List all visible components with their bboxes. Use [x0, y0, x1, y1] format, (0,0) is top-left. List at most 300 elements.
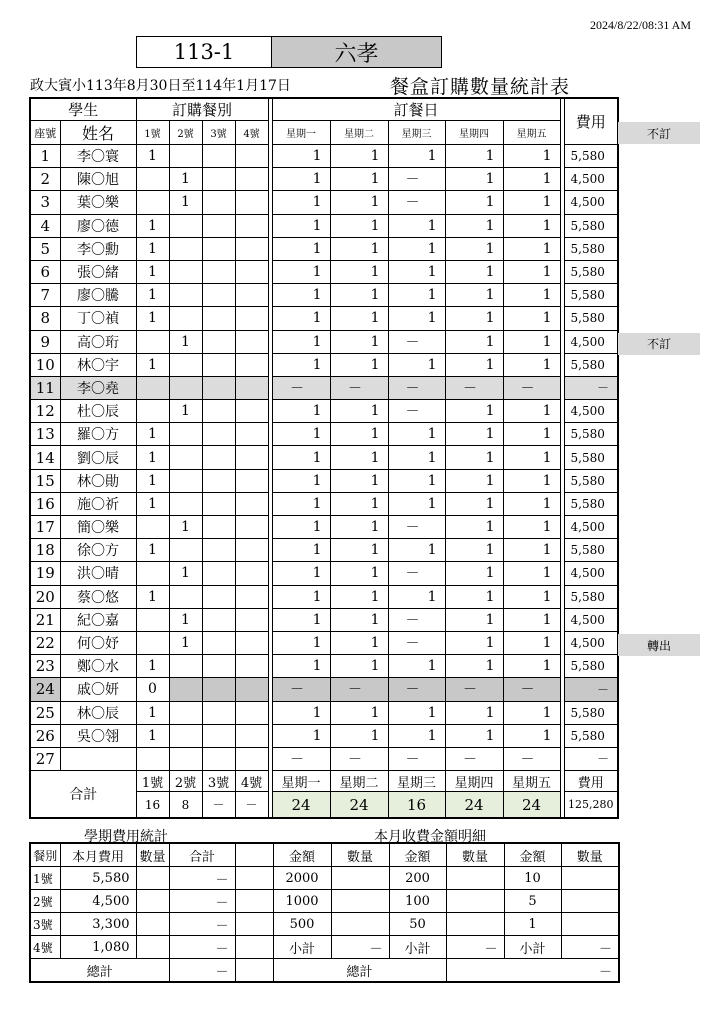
- day-5-order: 1: [503, 585, 560, 608]
- fee-amount: 5,580: [564, 214, 618, 237]
- bottom-summary-table: [29, 842, 620, 983]
- money-amount: 100: [389, 890, 446, 913]
- student-name: 羅〇方: [60, 423, 136, 446]
- money-qty-header-3: 數量: [561, 843, 619, 867]
- semester-grand-label: 總計: [30, 959, 169, 983]
- day-3-order: －: [388, 678, 445, 701]
- table-row: [30, 214, 618, 237]
- fee-amount: －: [564, 747, 618, 770]
- fee-amount: 5,580: [564, 284, 618, 307]
- type-1-count: 1: [136, 539, 169, 562]
- total-type-4: －: [235, 792, 268, 819]
- day-2-order: 1: [330, 260, 388, 283]
- day-3-order: 1: [388, 214, 445, 237]
- type-3-count: [202, 562, 235, 585]
- day-3-order: －: [388, 608, 445, 631]
- day-3-order: －: [388, 330, 445, 353]
- fee-amount: 5,580: [564, 260, 618, 283]
- day-2-order: 1: [330, 284, 388, 307]
- day-3-order: 1: [388, 446, 445, 469]
- type-1-count: 1: [136, 260, 169, 283]
- type-1-count: 1: [136, 145, 169, 168]
- type-3-count: [202, 631, 235, 654]
- fee-amount: －: [564, 376, 618, 399]
- seat-number: 23: [30, 655, 60, 678]
- day-1-order: 1: [272, 260, 330, 283]
- type-1-count: [136, 168, 169, 191]
- seat-number: 21: [30, 608, 60, 631]
- type-4-count: [235, 678, 268, 701]
- money-qty: [446, 867, 504, 890]
- type-3-count: [202, 724, 235, 747]
- type-4-count: [235, 469, 268, 492]
- type-3-count: [202, 539, 235, 562]
- type-2-count: [169, 214, 202, 237]
- type-2-count: [169, 492, 202, 515]
- day-4-order: 1: [445, 191, 503, 214]
- type-1-header: 1號: [136, 121, 169, 145]
- money-detail-title: 本月收費金額明細: [374, 829, 486, 845]
- table-row: [30, 747, 618, 770]
- type-4-count: [235, 307, 268, 330]
- type-3-count: [202, 214, 235, 237]
- day-1-order: 1: [272, 423, 330, 446]
- day-5-order: 1: [503, 330, 560, 353]
- seat-header: 座號: [30, 121, 60, 145]
- type-4-count: [235, 423, 268, 446]
- spacer-cell: [235, 936, 273, 959]
- day-4-order: 1: [445, 608, 503, 631]
- semester-total: －: [169, 936, 235, 959]
- money-amount: 500: [273, 913, 331, 936]
- semester-fee: 5,580: [60, 867, 136, 890]
- type-2-count: [169, 423, 202, 446]
- type-2-count: [169, 307, 202, 330]
- day-5-order: 1: [503, 701, 560, 724]
- day-3-order: 1: [388, 539, 445, 562]
- day-4-order: 1: [445, 330, 503, 353]
- total-fee-label: 費用: [564, 771, 618, 792]
- day-4-order: 1: [445, 237, 503, 260]
- day-2-order: －: [330, 376, 388, 399]
- type-2-count: 1: [169, 191, 202, 214]
- day-3-order: 1: [388, 423, 445, 446]
- order-type-header: 訂購餐別: [136, 98, 268, 121]
- table-row: [30, 655, 618, 678]
- type-1-count: 1: [136, 655, 169, 678]
- day-fri-header: 星期五: [503, 121, 560, 145]
- total-type-1: 16: [136, 792, 169, 819]
- day-5-order: 1: [503, 562, 560, 585]
- type-2-count: [169, 678, 202, 701]
- type-4-count: [235, 446, 268, 469]
- day-1-order: 1: [272, 585, 330, 608]
- type-3-count: [202, 423, 235, 446]
- money-qty-header-1: 數量: [331, 843, 389, 867]
- day-5-order: 1: [503, 492, 560, 515]
- table-row: [30, 701, 618, 724]
- type-4-count: [235, 655, 268, 678]
- table-row: [30, 469, 618, 492]
- type-3-count: [202, 307, 235, 330]
- fee-amount: 4,500: [564, 608, 618, 631]
- day-1-order: 1: [272, 284, 330, 307]
- fee-amount: 4,500: [564, 400, 618, 423]
- type-4-count: [235, 492, 268, 515]
- type-2-count: [169, 585, 202, 608]
- spacer-cell: [235, 890, 273, 913]
- day-5-order: 1: [503, 516, 560, 539]
- student-name: [60, 747, 136, 770]
- table-row: [30, 376, 618, 399]
- day-4-order: 1: [445, 655, 503, 678]
- seat-number: 15: [30, 469, 60, 492]
- type-1-count: [136, 191, 169, 214]
- seat-number: 19: [30, 562, 60, 585]
- day-2-order: 1: [330, 446, 388, 469]
- semester-qty: [136, 867, 169, 890]
- day-5-order: －: [503, 376, 560, 399]
- type-1-count: 1: [136, 724, 169, 747]
- total-tue: 24: [330, 792, 388, 819]
- summary-row: [30, 890, 619, 913]
- seat-number: 4: [30, 214, 60, 237]
- money-amount: 小計: [504, 936, 561, 959]
- fee-amount: 4,500: [564, 330, 618, 353]
- student-name: 廖〇騰: [60, 284, 136, 307]
- fee-amount: 5,580: [564, 492, 618, 515]
- total-type-3-label: 3號: [202, 771, 235, 792]
- student-name: 張〇緒: [60, 260, 136, 283]
- day-4-order: －: [445, 376, 503, 399]
- semester-qty: [136, 913, 169, 936]
- student-name: 施〇祈: [60, 492, 136, 515]
- day-4-order: 1: [445, 539, 503, 562]
- day-2-order: －: [330, 747, 388, 770]
- day-2-order: 1: [330, 307, 388, 330]
- total-type-2-label: 2號: [169, 771, 202, 792]
- money-qty: [561, 867, 619, 890]
- day-4-order: 1: [445, 631, 503, 654]
- type-3-count: [202, 585, 235, 608]
- day-3-order: －: [388, 400, 445, 423]
- grand-total-row: [30, 959, 619, 983]
- day-2-order: －: [330, 678, 388, 701]
- student-name: 鄭〇水: [60, 655, 136, 678]
- fee-amount: 5,580: [564, 446, 618, 469]
- money-qty: [561, 913, 619, 936]
- day-1-order: 1: [272, 492, 330, 515]
- type-1-count: 1: [136, 237, 169, 260]
- total-mon: 24: [272, 792, 330, 819]
- sheet-title: 餐盒訂購數量統計表: [390, 76, 571, 98]
- semester-qty: [136, 936, 169, 959]
- table-row: [30, 237, 618, 260]
- day-4-order: 1: [445, 260, 503, 283]
- student-name: 戚〇妍: [60, 678, 136, 701]
- seat-number: 9: [30, 330, 60, 353]
- money-amount-header-2: 金額: [389, 843, 446, 867]
- fee-amount: 4,500: [564, 516, 618, 539]
- type-2-count: [169, 446, 202, 469]
- day-2-order: 1: [330, 492, 388, 515]
- type-4-count: [235, 724, 268, 747]
- money-qty: －: [446, 936, 504, 959]
- day-5-order: 1: [503, 539, 560, 562]
- day-1-order: 1: [272, 516, 330, 539]
- seat-number: 25: [30, 701, 60, 724]
- money-qty: [331, 890, 389, 913]
- student-name: 李〇勳: [60, 237, 136, 260]
- semester-fee-header: 本月費用: [60, 843, 136, 867]
- student-name: 李〇堯: [60, 376, 136, 399]
- total-type-4-label: 4號: [235, 771, 268, 792]
- fee-amount: 5,580: [564, 423, 618, 446]
- day-1-order: 1: [272, 214, 330, 237]
- semester-total: －: [169, 890, 235, 913]
- type-1-count: [136, 608, 169, 631]
- semester-type: 1號: [30, 867, 60, 890]
- type-1-count: 1: [136, 492, 169, 515]
- total-tue-label: 星期二: [330, 771, 388, 792]
- day-2-order: 1: [330, 423, 388, 446]
- type-3-count: [202, 260, 235, 283]
- day-4-order: 1: [445, 168, 503, 191]
- seat-number: 18: [30, 539, 60, 562]
- type-4-count: [235, 145, 268, 168]
- type-2-count: [169, 237, 202, 260]
- semester-type: 2號: [30, 890, 60, 913]
- type-2-count: 1: [169, 330, 202, 353]
- day-2-order: 1: [330, 469, 388, 492]
- table-row: [30, 724, 618, 747]
- type-3-count: [202, 492, 235, 515]
- day-2-order: 1: [330, 214, 388, 237]
- semester-qty: [136, 890, 169, 913]
- seat-number: 10: [30, 353, 60, 376]
- day-5-order: 1: [503, 423, 560, 446]
- type-4-count: [235, 376, 268, 399]
- type-4-count: [235, 237, 268, 260]
- day-mon-header: 星期一: [272, 121, 330, 145]
- status-tag: 不訂: [618, 333, 700, 355]
- semester-fee: 1,080: [60, 936, 136, 959]
- fee-amount: 5,580: [564, 145, 618, 168]
- day-3-order: 1: [388, 585, 445, 608]
- day-2-order: 1: [330, 516, 388, 539]
- table-row: [30, 516, 618, 539]
- student-name: 劉〇辰: [60, 446, 136, 469]
- total-thu: 24: [445, 792, 503, 819]
- day-4-order: 1: [445, 353, 503, 376]
- type-1-count: 1: [136, 214, 169, 237]
- type-3-count: [202, 655, 235, 678]
- day-1-order: －: [272, 747, 330, 770]
- seat-number: 5: [30, 237, 60, 260]
- fee-amount: 5,580: [564, 237, 618, 260]
- fee-header: 費用: [564, 98, 618, 145]
- money-amount: 200: [389, 867, 446, 890]
- seat-number: 14: [30, 446, 60, 469]
- seat-number: 7: [30, 284, 60, 307]
- type-2-header: 2號: [169, 121, 202, 145]
- day-4-order: 1: [445, 307, 503, 330]
- student-name: 林〇辰: [60, 701, 136, 724]
- total-fri: 24: [503, 792, 560, 819]
- day-4-order: －: [445, 678, 503, 701]
- money-qty: [331, 867, 389, 890]
- type-1-count: 1: [136, 307, 169, 330]
- day-5-order: 1: [503, 608, 560, 631]
- money-amount-header-3: 金額: [504, 843, 561, 867]
- type-3-count: [202, 191, 235, 214]
- type-2-count: [169, 353, 202, 376]
- type-4-count: [235, 585, 268, 608]
- day-5-order: 1: [503, 446, 560, 469]
- day-2-order: 1: [330, 562, 388, 585]
- semester-total-header: 合計: [169, 843, 235, 867]
- type-2-count: [169, 469, 202, 492]
- day-3-order: 1: [388, 469, 445, 492]
- table-row: [30, 168, 618, 191]
- fee-amount: 4,500: [564, 631, 618, 654]
- type-2-count: [169, 376, 202, 399]
- day-2-order: 1: [330, 631, 388, 654]
- table-row: [30, 191, 618, 214]
- day-1-order: 1: [272, 539, 330, 562]
- day-1-order: 1: [272, 724, 330, 747]
- type-4-count: [235, 701, 268, 724]
- type-4-count: [235, 400, 268, 423]
- type-1-count: [136, 376, 169, 399]
- table-row: [30, 145, 618, 168]
- day-1-order: 1: [272, 191, 330, 214]
- order-period: 政大賓小113年8月30日至114年1月17日: [30, 78, 291, 94]
- totals-label: 合計: [30, 771, 136, 819]
- type-2-count: [169, 284, 202, 307]
- student-name: 何〇妤: [60, 631, 136, 654]
- seat-number: 17: [30, 516, 60, 539]
- fee-amount: 5,580: [564, 655, 618, 678]
- day-5-order: 1: [503, 260, 560, 283]
- day-5-order: －: [503, 747, 560, 770]
- semester-fee: 4,500: [60, 890, 136, 913]
- fee-amount: 5,580: [564, 353, 618, 376]
- type-1-count: 1: [136, 353, 169, 376]
- table-row: [30, 284, 618, 307]
- seat-number: 20: [30, 585, 60, 608]
- type-4-count: [235, 168, 268, 191]
- day-5-order: 1: [503, 191, 560, 214]
- day-3-order: 1: [388, 724, 445, 747]
- order-table: [29, 97, 619, 819]
- day-3-order: －: [388, 168, 445, 191]
- type-1-count: [136, 330, 169, 353]
- type-1-count: 1: [136, 701, 169, 724]
- fee-amount: 5,580: [564, 701, 618, 724]
- day-2-order: 1: [330, 168, 388, 191]
- day-1-order: 1: [272, 168, 330, 191]
- day-2-order: 1: [330, 191, 388, 214]
- type-3-count: [202, 446, 235, 469]
- type-3-count: [202, 747, 235, 770]
- type-4-count: [235, 747, 268, 770]
- day-3-order: －: [388, 191, 445, 214]
- fee-amount: 5,580: [564, 307, 618, 330]
- summary-row: [30, 867, 619, 890]
- day-5-order: 1: [503, 400, 560, 423]
- student-name: 吳〇翎: [60, 724, 136, 747]
- day-4-order: 1: [445, 400, 503, 423]
- day-tue-header: 星期二: [330, 121, 388, 145]
- type-3-count: [202, 284, 235, 307]
- day-1-order: 1: [272, 701, 330, 724]
- seat-number: 6: [30, 260, 60, 283]
- table-row: [30, 307, 618, 330]
- type-1-count: 1: [136, 423, 169, 446]
- day-5-order: 1: [503, 237, 560, 260]
- student-name: 林〇宇: [60, 353, 136, 376]
- money-amount: 小計: [389, 936, 446, 959]
- day-3-order: 1: [388, 145, 445, 168]
- money-qty: －: [331, 936, 389, 959]
- day-5-order: 1: [503, 724, 560, 747]
- fee-amount: 5,580: [564, 585, 618, 608]
- day-1-order: －: [272, 678, 330, 701]
- money-amount: 1: [504, 913, 561, 936]
- day-2-order: 1: [330, 608, 388, 631]
- total-thu-label: 星期四: [445, 771, 503, 792]
- seat-number: 11: [30, 376, 60, 399]
- type-3-count: [202, 469, 235, 492]
- type-4-count: [235, 284, 268, 307]
- table-row: [30, 400, 618, 423]
- day-3-order: －: [388, 747, 445, 770]
- student-name: 洪〇晴: [60, 562, 136, 585]
- day-1-order: －: [272, 376, 330, 399]
- day-2-order: 1: [330, 400, 388, 423]
- student-name: 簡〇樂: [60, 516, 136, 539]
- money-amount: 小計: [273, 936, 331, 959]
- student-name: 廖〇德: [60, 214, 136, 237]
- day-1-order: 1: [272, 353, 330, 376]
- type-3-count: [202, 701, 235, 724]
- day-3-order: －: [388, 376, 445, 399]
- student-header: 學生: [30, 98, 136, 121]
- day-1-order: 1: [272, 237, 330, 260]
- semester-type-header: 餐別: [30, 843, 60, 867]
- day-1-order: 1: [272, 655, 330, 678]
- money-grand-value: －: [446, 959, 619, 983]
- total-type-2: 8: [169, 792, 202, 819]
- type-2-count: [169, 724, 202, 747]
- table-row: [30, 608, 618, 631]
- day-1-order: 1: [272, 400, 330, 423]
- type-1-count: 1: [136, 284, 169, 307]
- type-2-count: [169, 701, 202, 724]
- day-4-order: 1: [445, 214, 503, 237]
- fee-amount: 5,580: [564, 724, 618, 747]
- day-3-order: 1: [388, 701, 445, 724]
- print-timestamp: 2024/8/22/08:31 AM: [590, 18, 692, 32]
- day-5-order: 1: [503, 469, 560, 492]
- type-3-count: [202, 330, 235, 353]
- day-3-order: 1: [388, 655, 445, 678]
- day-4-order: 1: [445, 446, 503, 469]
- day-4-order: 1: [445, 145, 503, 168]
- day-3-order: 1: [388, 260, 445, 283]
- type-3-count: [202, 608, 235, 631]
